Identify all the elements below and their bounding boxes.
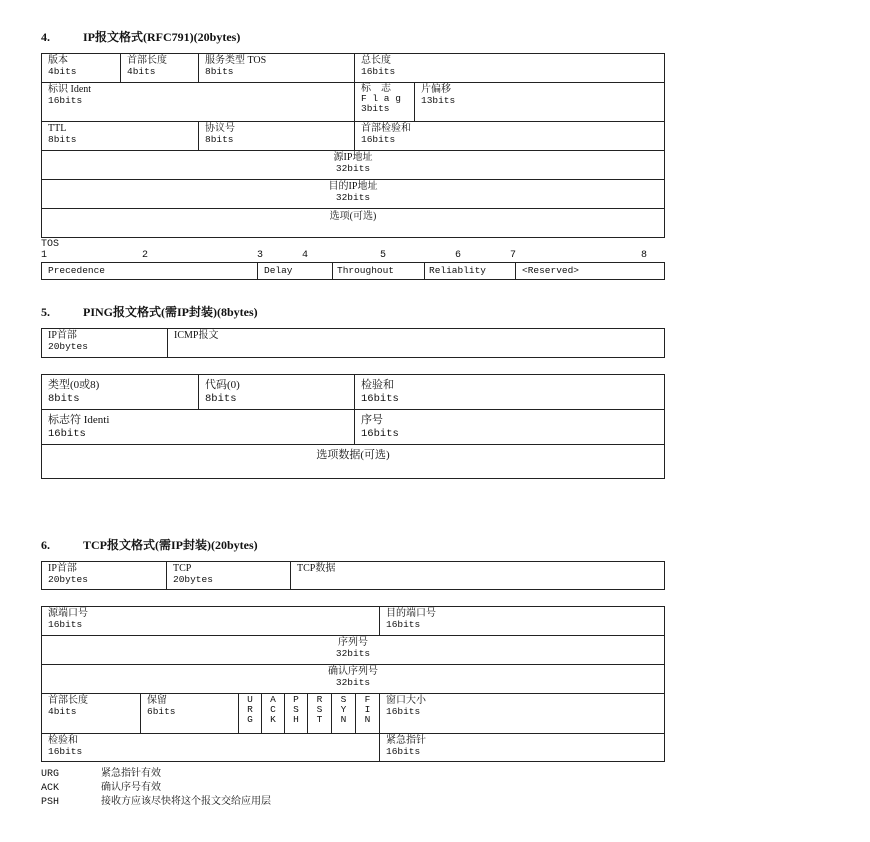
ping-identifier-bits: 16bits <box>48 428 86 440</box>
flag-char: S <box>316 704 323 715</box>
legend-key: ACK <box>41 783 60 794</box>
flag-char: T <box>316 714 323 725</box>
tcp-source-port-label: 源端口号 <box>48 608 88 619</box>
ip-section-number: 4. <box>41 30 50 44</box>
flag-char: N <box>340 714 347 725</box>
tcp-flag-syn-cell <box>331 693 356 734</box>
ip-fragment-offset-label: 片偏移 <box>421 84 451 95</box>
tcp-reserved-cell <box>140 693 239 734</box>
ip-total-length-cell <box>354 53 665 83</box>
tos-bit-number: 1 <box>41 250 48 261</box>
tos-bit-number: 8 <box>641 250 648 261</box>
tos-reserved-cell: <Reserved> <box>515 262 665 280</box>
flag-char: H <box>293 714 299 725</box>
ping-icmp-message-cell <box>167 328 665 358</box>
tos-bit-number: 2 <box>142 250 149 261</box>
tcp-checksum-bits: 16bits <box>48 746 83 757</box>
ip-source-address-label: 源IP地址 <box>333 152 373 163</box>
tcp-data-label: TCP数据 <box>297 563 336 574</box>
tos-bit-number: 5 <box>380 250 387 261</box>
ping-identifier-cell <box>41 409 355 445</box>
ping-section-number: 5. <box>41 305 50 319</box>
ip-dest-address-bits: 32bits <box>335 192 371 203</box>
ip-ident-label: 标识 Ident <box>48 84 92 95</box>
tcp-checksum-cell <box>41 733 380 762</box>
tcp-flag-urg-cell <box>238 693 262 734</box>
tcp-header-bytes: 20bytes <box>173 574 213 585</box>
ip-protocol-cell <box>198 121 355 151</box>
legend-key: URG <box>41 769 60 780</box>
tcp-urgent-pointer-bits: 16bits <box>386 746 421 757</box>
ping-type-label: 类型(0或8) <box>48 379 100 391</box>
tos-bit-number: 7 <box>510 250 517 261</box>
flag-char: R <box>247 704 253 715</box>
ip-options-cell <box>41 208 665 238</box>
tcp-data-cell <box>290 561 665 590</box>
ip-header-length-label: 首部长度 <box>127 55 167 66</box>
tcp-section-title: TCP报文格式(需IP封装)(20bytes) <box>83 538 258 552</box>
ip-fragment-offset-bits: 13bits <box>421 95 456 106</box>
tcp-reserved-bits: 6bits <box>147 706 176 717</box>
ip-tos-cell <box>198 53 355 83</box>
ip-header-length-cell <box>120 53 199 83</box>
ip-flag-cell <box>354 82 415 122</box>
ip-protocol-label: 协议号 <box>205 123 235 134</box>
ping-ip-header-cell <box>41 328 168 358</box>
ping-sequence-cell <box>354 409 665 445</box>
ping-sequence-label: 序号 <box>361 414 383 426</box>
flag-char: F <box>364 694 371 705</box>
ip-ttl-bits: 8bits <box>48 134 77 145</box>
flag-char: C <box>270 704 276 715</box>
ping-code-label: 代码(0) <box>205 379 240 391</box>
ping-type-cell <box>41 374 199 410</box>
tcp-source-port-bits: 16bits <box>48 619 83 630</box>
tcp-section-heading <box>41 536 258 553</box>
ping-code-cell <box>198 374 355 410</box>
flag-char: G <box>247 714 253 725</box>
ping-options-data-label: 选项数据(可选) <box>316 449 390 461</box>
legend-desc: 接收方应该尽快将这个报文交给应用层 <box>101 796 271 807</box>
ip-version-label: 版本 <box>48 55 68 66</box>
ip-section-heading <box>41 28 240 45</box>
tos-throughput-cell: Throughout <box>332 262 425 280</box>
tcp-flag-psh-cell <box>284 693 308 734</box>
ping-checksum-cell <box>354 374 665 410</box>
flag-char: N <box>364 714 371 725</box>
legend-key: PSH <box>41 797 60 808</box>
tcp-urgent-pointer-cell <box>379 733 665 762</box>
ip-dest-address-label: 目的IP地址 <box>328 181 378 192</box>
ping-sequence-bits: 16bits <box>361 428 399 440</box>
tcp-sequence-number-cell <box>41 635 665 665</box>
tcp-section-number: 6. <box>41 538 50 552</box>
tcp-flag-fin-cell <box>355 693 380 734</box>
tcp-sequence-number-label: 序列号 <box>338 637 368 648</box>
ip-ttl-label: TTL <box>48 123 67 134</box>
tcp-reserved-label: 保留 <box>147 695 167 706</box>
tcp-flag-ack-cell <box>261 693 285 734</box>
tcp-ack-number-bits: 32bits <box>335 677 371 688</box>
tcp-dest-port-label: 目的端口号 <box>386 608 436 619</box>
flag-char: U <box>247 694 253 705</box>
ip-flag-label-en: F l a g <box>361 93 401 104</box>
ping-type-bits: 8bits <box>48 393 80 405</box>
ip-options-label: 选项(可选) <box>329 211 377 222</box>
ping-ip-header-bytes: 20bytes <box>48 341 88 352</box>
legend-desc: 紧急指针有效 <box>101 768 161 779</box>
ping-checksum-bits: 16bits <box>361 393 399 405</box>
ping-section-title: PING报文格式(需IP封装)(8bytes) <box>83 305 258 319</box>
ip-tos-label: 服务类型 TOS <box>205 55 267 66</box>
tcp-ip-header-label: IP首部 <box>48 563 77 574</box>
tcp-header-label: TCP <box>173 563 192 574</box>
legend-item <box>41 792 271 808</box>
ip-version-cell <box>41 53 121 83</box>
tcp-sequence-number-bits: 32bits <box>335 648 371 659</box>
legend-desc: 确认序号有效 <box>101 782 161 793</box>
ip-section-title: IP报文格式(RFC791)(20bytes) <box>83 30 241 44</box>
ip-ident-cell <box>41 82 355 122</box>
tcp-dest-port-cell <box>379 606 665 636</box>
tcp-ip-header-bytes: 20bytes <box>48 574 88 585</box>
tcp-source-port-cell <box>41 606 380 636</box>
ping-identifier-label: 标志符 Identi <box>48 414 110 426</box>
ping-options-data-cell <box>41 444 665 479</box>
tcp-window-size-cell <box>379 693 665 734</box>
ip-checksum-bits: 16bits <box>361 134 396 145</box>
tcp-window-size-label: 窗口大小 <box>386 695 426 706</box>
ip-dest-address-cell <box>41 179 665 209</box>
ping-checksum-label: 检验和 <box>361 379 394 391</box>
ping-code-bits: 8bits <box>205 393 237 405</box>
tcp-header-length-cell <box>41 693 141 734</box>
ip-checksum-cell <box>354 121 665 151</box>
tos-precedence-cell: Precedence <box>41 262 258 280</box>
flag-char: R <box>316 694 323 705</box>
tcp-header-cell <box>166 561 291 590</box>
tcp-flag-rst-cell <box>307 693 332 734</box>
tcp-ack-number-label: 确认序列号 <box>328 666 378 677</box>
flag-char: P <box>293 694 299 705</box>
ip-flag-label: 标 志 <box>361 83 391 94</box>
flag-char: S <box>340 694 347 705</box>
tcp-dest-port-bits: 16bits <box>386 619 421 630</box>
ip-source-address-bits: 32bits <box>335 163 371 174</box>
tos-delay-cell: Delay <box>257 262 333 280</box>
tos-label: TOS <box>41 239 60 250</box>
ip-checksum-label: 首部检验和 <box>361 123 411 134</box>
tos-reliability-cell: Reliablity <box>424 262 516 280</box>
flag-char: S <box>293 704 299 715</box>
tos-bit-number: 6 <box>455 250 462 261</box>
tos-bit-number: 4 <box>302 250 309 261</box>
ping-section-heading <box>41 303 258 320</box>
flag-char: K <box>270 714 276 725</box>
tcp-header-length-label: 首部长度 <box>48 695 88 706</box>
ip-source-address-cell <box>41 150 665 180</box>
ip-total-length-bits: 16bits <box>361 66 396 77</box>
tcp-ip-header-cell <box>41 561 167 590</box>
tos-bit-number: 3 <box>257 250 264 261</box>
ping-ip-header-label: IP首部 <box>48 330 77 341</box>
ping-icmp-message-label: ICMP报文 <box>174 330 219 341</box>
flag-char: I <box>364 704 371 715</box>
tcp-header-length-bits: 4bits <box>48 706 77 717</box>
tcp-urgent-pointer-label: 紧急指针 <box>386 735 426 746</box>
ip-flag-bits: 3bits <box>361 103 390 114</box>
flag-char: Y <box>340 704 347 715</box>
ip-header-length-bits: 4bits <box>127 66 156 77</box>
flag-char: A <box>270 694 276 705</box>
ip-tos-bits: 8bits <box>205 66 234 77</box>
ip-version-bits: 4bits <box>48 66 77 77</box>
tcp-window-size-bits: 16bits <box>386 706 421 717</box>
ip-fragment-offset-cell <box>414 82 665 122</box>
ip-protocol-bits: 8bits <box>205 134 234 145</box>
tcp-ack-number-cell <box>41 664 665 694</box>
ip-total-length-label: 总长度 <box>361 55 391 66</box>
tcp-checksum-label: 检验和 <box>48 735 78 746</box>
ip-ttl-cell <box>41 121 199 151</box>
ip-ident-bits: 16bits <box>48 95 83 106</box>
